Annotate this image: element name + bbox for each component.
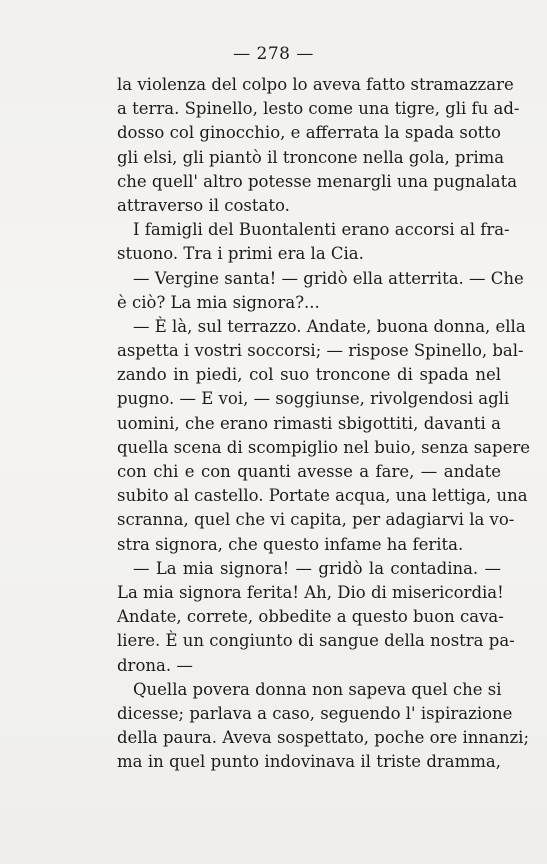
paragraph [117, 267, 524, 315]
text-line: scranna, quel che vi capita, per adagiarvi la vo- [117, 510, 515, 530]
text-line: gli elsi, gli piantò il troncone nella gola, prima [117, 147, 505, 167]
text-line: ma in quel punto indovinava il triste dramma, [117, 752, 501, 772]
text-line: dosso col ginocchio, e afferrata la spada sotto [117, 123, 501, 143]
text-line: aspetta i vostri soccorsi; — rispose Spinello, bal- [117, 341, 524, 361]
text-line: — Vergine santa! — gridò ella atterrita. — Che [133, 268, 524, 288]
text-line: — È là, sul terrazzo. Andate, buona donna, ella [133, 316, 526, 336]
text-line: è ciò? La mia signora?... [117, 292, 320, 312]
text-line: Quella povera donna non sapeva quel che si [133, 679, 502, 699]
text-line: dicesse; parlava a caso, seguendo l' ispirazione [117, 703, 513, 723]
paragraph [117, 678, 530, 775]
text-line: zando in piedi, col suo troncone di spada nel [117, 365, 501, 385]
text-line: Andate, correte, obbedite a questo buon cava- [117, 607, 504, 627]
text-line: a terra. Spinello, lesto come una tigre, gli fu ad- [117, 99, 520, 119]
text-line: attraverso il costato. [117, 195, 290, 215]
paragraph [117, 73, 520, 218]
text-line: uomini, che erano rimasti sbigottiti, davanti a [117, 413, 501, 433]
text-line: con chi e con quanti avesse a fare, — andate [117, 462, 501, 481]
text-line: subito al castello. Portate acqua, una lettiga, una [117, 486, 528, 506]
text-line: — La mia signora! — gridò la contadina. — [133, 558, 501, 578]
text-line: che quell' altro potesse menargli una pugnalata [117, 171, 518, 191]
text-line: La mia signora ferita! Ah, Dio di misericordia! [117, 582, 504, 602]
text-line: la violenza del colpo lo aveva fatto stramazzare [117, 75, 514, 94]
text-line: I famigli del Buontalenti erano accorsi al fra- [133, 220, 510, 240]
text-line: liere. È un congiunto di sangue della nostra pa- [117, 631, 515, 651]
paragraph [117, 557, 515, 678]
text-line: drona. — [117, 655, 193, 675]
text-line: stra signora, che questo infame ha ferita. [117, 534, 464, 554]
body-text [117, 73, 530, 774]
text-line: della paura. Aveva sospettato, poche ore innanzi; [117, 728, 530, 748]
page-number: — 278 — [233, 44, 314, 64]
text-line: quella scena di scompiglio nel buio, senza sapere [117, 437, 530, 457]
text-line: pugno. — E voi, — soggiunse, rivolgendosi agli [117, 389, 510, 409]
paragraph [117, 218, 510, 266]
paragraph [117, 315, 530, 557]
text-line: stuono. Tra i primi era la Cia. [117, 244, 364, 264]
